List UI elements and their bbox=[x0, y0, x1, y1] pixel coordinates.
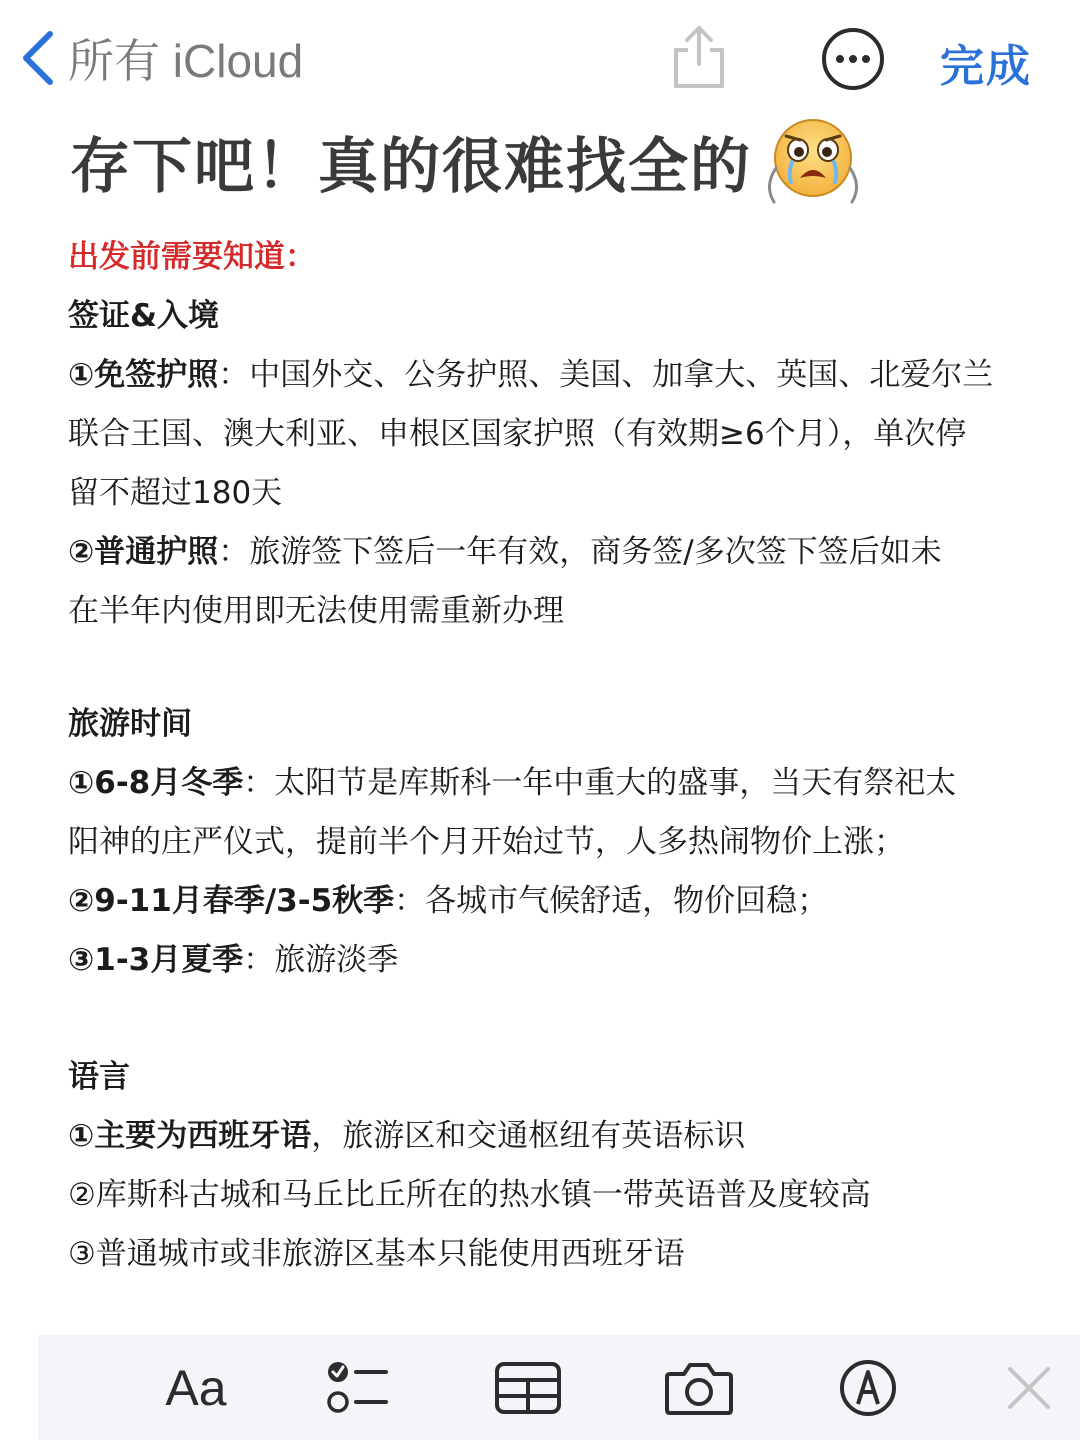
camera-button[interactable] bbox=[664, 1335, 734, 1440]
visa-line-4-text: ：旅游签下签后一年有效，商务签/多次签下签后如未 bbox=[218, 534, 942, 570]
editing-toolbar bbox=[38, 1335, 1080, 1440]
visa-line-2: 联合王国、澳大利亚、申根区国家护照（有效期≥6个月），单次停 bbox=[68, 416, 967, 452]
table-button[interactable] bbox=[494, 1335, 562, 1440]
travel-time-heading: 旅游时间 bbox=[68, 706, 192, 742]
close-icon bbox=[1006, 1365, 1052, 1411]
note-body[interactable] bbox=[68, 228, 1028, 1284]
back-button[interactable] bbox=[20, 28, 303, 88]
format-button[interactable] bbox=[156, 1335, 236, 1440]
checklist-icon bbox=[326, 1358, 390, 1418]
visa-heading: 签证&入境 bbox=[68, 298, 220, 334]
navigation-bar bbox=[0, 0, 1080, 115]
travel-line-2: 阳神的庄严仪式，提前半个月开始过节，人多热闹物价上涨； bbox=[68, 824, 905, 860]
markup-icon bbox=[838, 1358, 898, 1418]
travel-line-1-text: ：太阳节是库斯科一年中重大的盛事，当天有祭祀太 bbox=[243, 765, 957, 801]
note-title-row bbox=[70, 112, 1030, 212]
visa-line-1-bold: ①免签护照 bbox=[68, 357, 219, 393]
checklist-button[interactable] bbox=[326, 1335, 390, 1440]
travel-line-3 bbox=[68, 872, 1028, 931]
share-button[interactable] bbox=[668, 24, 730, 90]
visa-line-1 bbox=[68, 346, 1028, 405]
travel-line-3-text: ：各城市气候舒适，物价回稳； bbox=[394, 883, 829, 919]
close-button[interactable] bbox=[1004, 1335, 1054, 1440]
language-line-2: ②库斯科古城和马丘比丘所在的热水镇一带英语普及度较高 bbox=[68, 1177, 871, 1213]
visa-line-3: 留不超过180天 bbox=[68, 475, 283, 511]
chevron-left-icon bbox=[20, 30, 54, 86]
blank-line bbox=[68, 641, 1028, 695]
language-heading: 语言 bbox=[68, 1059, 130, 1095]
more-button[interactable] bbox=[820, 26, 886, 92]
crying-face-emoji bbox=[758, 116, 868, 208]
share-icon bbox=[668, 24, 730, 90]
blank-line bbox=[68, 990, 1028, 1048]
note-title: 存下吧！真的很难找全的 bbox=[70, 132, 752, 202]
more-icon bbox=[820, 26, 886, 92]
language-line-3: ③普通城市或非旅游区基本只能使用西班牙语 bbox=[68, 1236, 685, 1272]
language-line-1-bold: ①主要为西班牙语 bbox=[68, 1118, 312, 1154]
travel-line-1-bold: ①6-8月冬季 bbox=[68, 765, 244, 801]
visa-line-4 bbox=[68, 523, 1028, 582]
format-icon: Aa bbox=[165, 1359, 227, 1416]
visa-line-1-text: ：中国外交、公务护照、美国、加拿大、英国、北爱尔兰 bbox=[218, 357, 994, 393]
travel-line-1 bbox=[68, 754, 1028, 813]
language-line-1 bbox=[68, 1107, 1028, 1166]
markup-button[interactable] bbox=[838, 1335, 898, 1440]
travel-line-4 bbox=[68, 931, 1028, 990]
section-heading: 出发前需要知道： bbox=[68, 239, 316, 275]
visa-line-5: 在半年内使用即无法使用需重新办理 bbox=[68, 593, 564, 629]
done-button[interactable]: 完成 bbox=[940, 41, 1032, 92]
table-icon bbox=[494, 1360, 562, 1416]
visa-line-4-bold: ②普通护照 bbox=[68, 534, 219, 570]
language-line-1-text: ，旅游区和交通枢纽有英语标识 bbox=[311, 1118, 746, 1154]
travel-line-4-bold: ③1-3月夏季 bbox=[68, 942, 244, 978]
travel-line-4-text: ：旅游淡季 bbox=[243, 942, 399, 978]
camera-icon bbox=[664, 1360, 734, 1416]
back-label: 所有 iCloud bbox=[68, 35, 304, 87]
travel-line-3-bold: ②9-11月春季/3-5秋季 bbox=[68, 883, 395, 919]
